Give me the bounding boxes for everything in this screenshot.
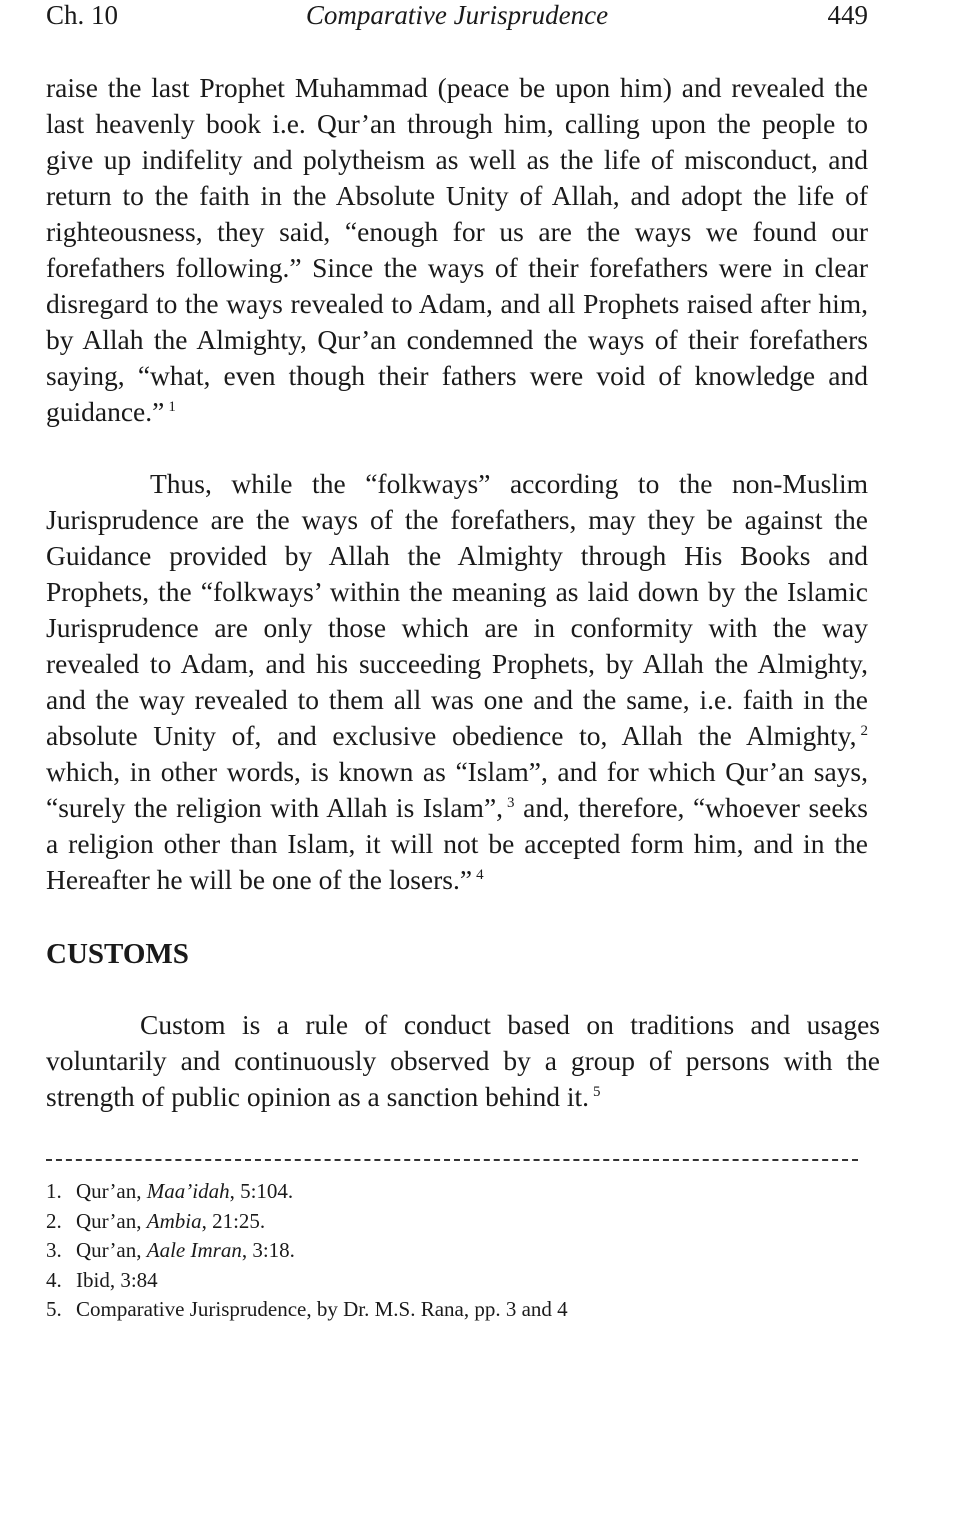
paragraph-2-part-1: Thus, while the “folkways” according to the non-Muslim Jurisprudence are the ways of the forefathers, may they be against the Guidance provided by Allah the Almighty through His Books and Prophets, the “folkways’ within the meaning as laid down by the Islamic Jurisprudence are only those which are in conformity with the way revealed to Adam, and his succeeding Prophets, by Allah the Almighty, and the way revealed to them all was one and the same, i.e. faith in the absolute Unity of, and exclusive obedience to, Allah the Almighty, xyxy=(46,468,868,751)
footnote-text: Qur’an, xyxy=(76,1238,147,1262)
footnote-ref-1: 1 xyxy=(168,398,176,415)
footnote-title: Aale Imran xyxy=(146,1238,242,1262)
footnote-item xyxy=(46,1177,868,1207)
running-title: Comparative Jurisprudence xyxy=(305,0,609,30)
footnote-citation: , 3:18. xyxy=(241,1238,295,1262)
book-page xyxy=(46,0,880,1325)
footnote-number: 3. xyxy=(46,1238,62,1262)
footnote-title: Maa’idah xyxy=(146,1179,230,1203)
paragraph-3-text: Custom is a rule of conduct based on traditions and usages voluntarily and continuously observed by a group of persons with the strength of public opinion as a sanction behind it. xyxy=(46,1009,880,1112)
footnote-number: 1. xyxy=(46,1179,62,1203)
page-number: 449 xyxy=(827,0,868,30)
footnote-item xyxy=(46,1207,868,1237)
paragraph-1-text: raise the last Prophet Muhammad (peace be upon him) and revealed the last heavenly book i.e. Qur’an through him, calling upon the people to give up indifelity and polytheism as well as the life of misconduct, and return to the faith in the Absolute Unity of Allah, and adopt the life of righteousness, they said, “enough for us are the ways we found our forefathers following.” Since the ways of their forefathers were in clear disregard to the ways revealed to Adam, and all Prophets raised after him, by Allah the Almighty, Qur’an condemned the ways of their forefathers saying, “what, even though their fathers were void of knowledge and guidance.” xyxy=(46,72,868,427)
footnote-title: Ambia xyxy=(146,1208,202,1233)
footnote-ref-3: 3 xyxy=(507,794,515,811)
footnote-number: 2. xyxy=(46,1208,62,1233)
footnote-list xyxy=(46,1177,868,1325)
running-header xyxy=(46,0,868,40)
footnote-item xyxy=(46,1266,868,1296)
paragraph-2 xyxy=(46,466,868,898)
footnote-ref-4: 4 xyxy=(476,866,484,883)
footnote-ref-5: 5 xyxy=(593,1083,601,1100)
chapter-label: Ch. 10 xyxy=(46,0,119,30)
paragraph-2-part-2: which, in other words, is known as “Islam”, and for which Qur’an says, “surely the religion with Allah is Islam”, xyxy=(46,756,868,823)
footnote-text: Ibid, 3:84 xyxy=(76,1267,158,1292)
paragraph-2-part-3: and, therefore, “whoever seeks a religion other than Islam, it will not be accepted form him, and in the Hereafter he will be one of the losers.” xyxy=(46,792,869,895)
paragraph-3 xyxy=(46,1007,880,1115)
footnote-separator xyxy=(46,1159,858,1161)
footnote-item xyxy=(46,1295,868,1325)
footnote-citation: , 21:25. xyxy=(201,1208,266,1233)
footnote-text: Qur’an, xyxy=(76,1208,147,1233)
paragraph-1 xyxy=(46,70,868,430)
footnote-number: 5. xyxy=(46,1297,62,1321)
footnote-citation: , 5:104. xyxy=(229,1179,294,1203)
section-heading: CUSTOMS xyxy=(46,938,189,970)
footnote-item xyxy=(46,1236,868,1266)
footnote-number: 4. xyxy=(46,1267,62,1292)
footnote-text: Comparative Jurisprudence, by Dr. M.S. Rana, pp. 3 and 4 xyxy=(76,1297,568,1321)
footnote-text: Qur’an, xyxy=(76,1179,147,1203)
footnote-ref-2: 2 xyxy=(860,722,868,739)
